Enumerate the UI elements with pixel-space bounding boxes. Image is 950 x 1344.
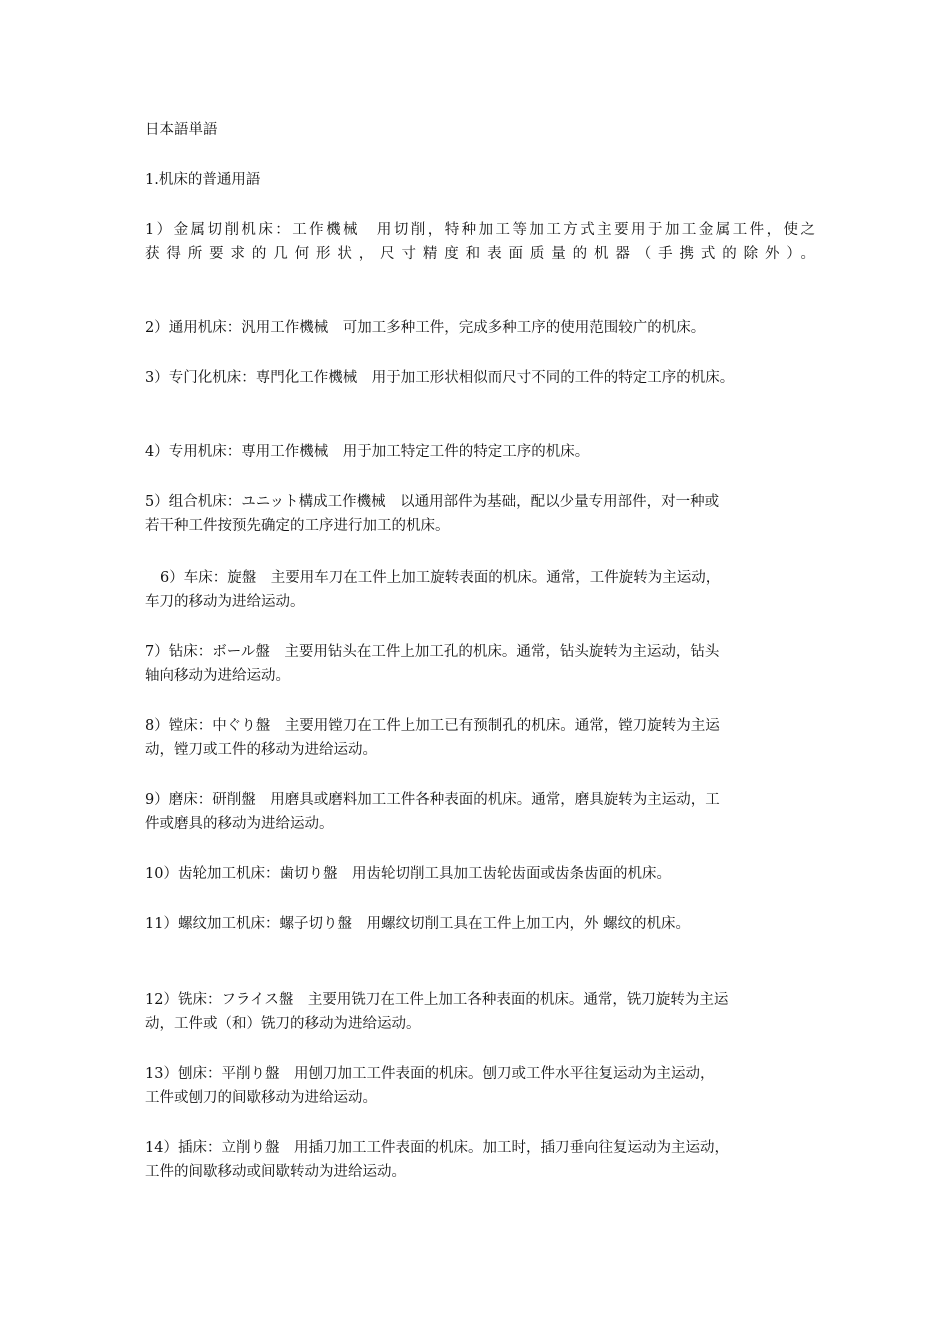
term-4-line-1: 4）专用机床：専用工作機械 用于加工特定工件的特定工序的机床。 bbox=[145, 444, 590, 460]
term-14-line-1: 14）插床：立削り盤 用插刀加工工件表面的机床。加工时，插刀垂向往复运动为主运动， bbox=[145, 1140, 729, 1156]
term-9-line-2: 件或磨具的移动为进给运动。 bbox=[145, 816, 334, 832]
section-heading: 1.机床的普通用語 bbox=[145, 172, 261, 188]
term-12-line-2: 动，工件或（和）铣刀的移动为进给运动。 bbox=[145, 1016, 421, 1032]
term-8-line-2: 动，镗刀或工件的移动为进给运动。 bbox=[145, 742, 377, 758]
term-9-line-1: 9）磨床：研削盤 用磨具或磨料加工工件各种表面的机床。通常，磨具旋转为主运动，工 bbox=[145, 792, 720, 808]
term-1-line-2: 获得所要求的几何形状，尺寸精度和表面质量的机器（手携式的除外）。 bbox=[145, 246, 815, 262]
term-12-line-1: 12）铣床：フライス盤 主要用铣刀在工件上加工各种表面的机床。通常，铣刀旋转为主运 bbox=[145, 992, 729, 1008]
term-6-line-1: 6）车床：旋盤 主要用车刀在工件上加工旋转表面的机床。通常，工件旋转为主运动， bbox=[160, 570, 721, 586]
term-13-line-2: 工件或刨刀的间歇移动为进给运动。 bbox=[145, 1090, 377, 1106]
term-6-line-2: 车刀的移动为进给运动。 bbox=[145, 594, 305, 610]
term-7-line-2: 轴向移动为进给运动。 bbox=[145, 668, 290, 684]
term-11-line-1: 11）螺纹加工机床：螺子切り盤 用螺纹切削工具在工件上加工内，外 螺纹的机床。 bbox=[145, 916, 691, 932]
term-5-line-1: 5）组合机床：ユニット構成工作機械 以通用部件为基础，配以少量专用部件，对一种或 bbox=[145, 494, 720, 510]
term-10-line-1: 10）齿轮加工机床：歯切り盤 用齿轮切削工具加工齿轮齿面或齿条齿面的机床。 bbox=[145, 866, 671, 882]
term-1-line-1: 1）金属切削机床：工作機械 用切削，特种加工等加工方式主要用于加工金属工件，使之 bbox=[145, 222, 815, 238]
term-7-line-1: 7）钻床：ボール盤 主要用钻头在工件上加工孔的机床。通常，钻头旋转为主运动，钻头 bbox=[145, 644, 720, 660]
document-title: 日本語単語 bbox=[145, 122, 218, 138]
term-5-line-2: 若干种工件按预先确定的工序进行加工的机床。 bbox=[145, 518, 450, 534]
term-14-line-2: 工件的间歇移动或间歇转动为进给运动。 bbox=[145, 1164, 406, 1180]
term-8-line-1: 8）镗床：中ぐり盤 主要用镗刀在工件上加工已有预制孔的机床。通常，镗刀旋转为主运 bbox=[145, 718, 720, 734]
term-13-line-1: 13）刨床：平削り盤 用刨刀加工工件表面的机床。刨刀或工件水平往复运动为主运动， bbox=[145, 1066, 715, 1082]
term-2-line-1: 2）通用机床：汎用工作機械 可加工多种工件，完成多种工序的使用范围较广的机床。 bbox=[145, 320, 706, 336]
term-3-line-1: 3）专门化机床：専門化工作機械 用于加工形状相似而尺寸不同的工件的特定工序的机床。 bbox=[145, 370, 735, 386]
